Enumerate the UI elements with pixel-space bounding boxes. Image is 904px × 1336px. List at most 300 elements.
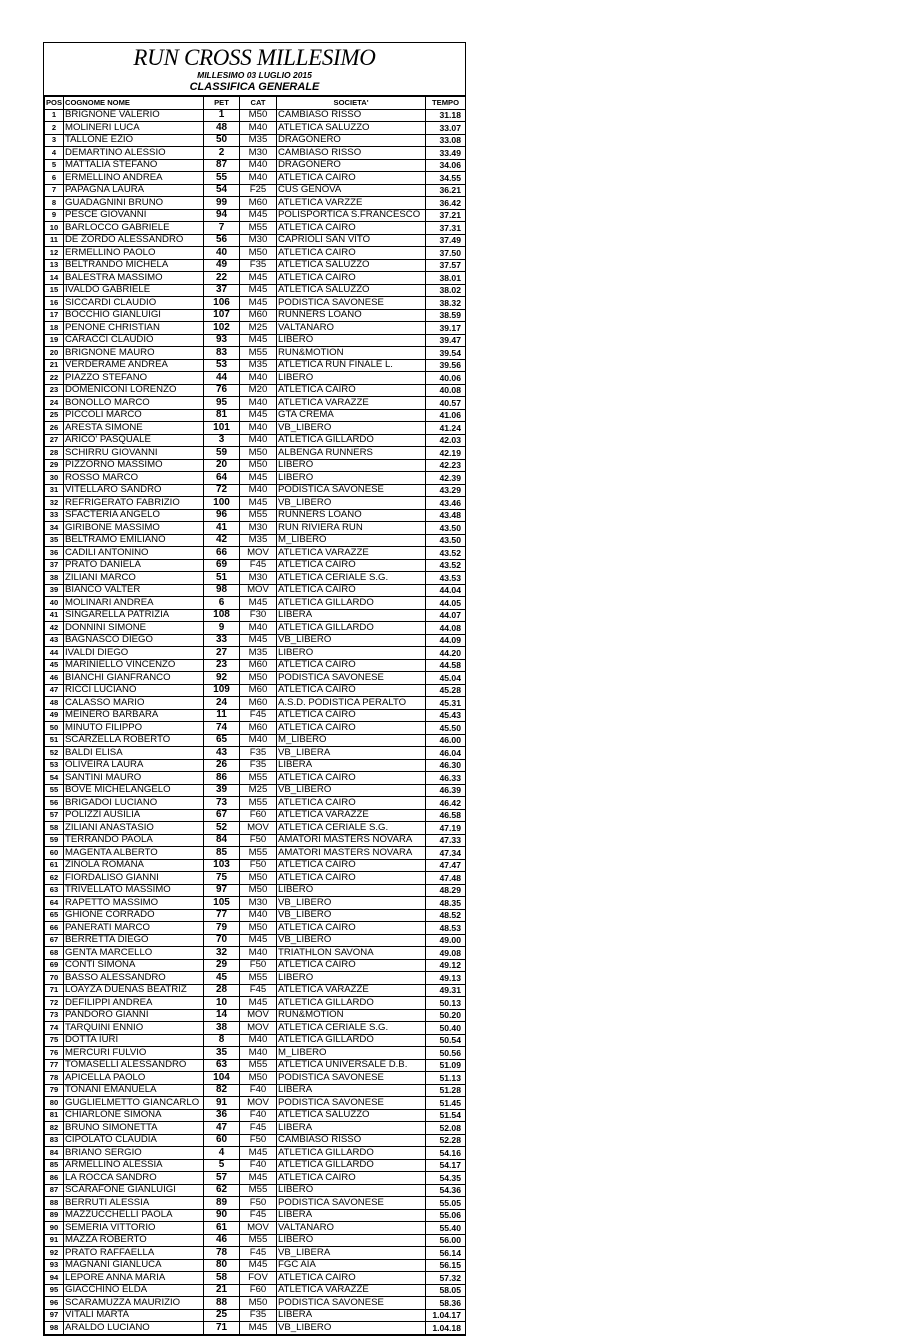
cell-name: TERRANDO PAOLA — [64, 834, 204, 847]
cell-name: BRIGNONE MAURO — [64, 347, 204, 360]
cell-tempo: 54.16 — [426, 1147, 466, 1160]
cell-name: GHIONE CORRADO — [64, 909, 204, 922]
cell-tempo: 55.40 — [426, 1222, 466, 1235]
cell-tempo: 46.30 — [426, 759, 466, 772]
cell-name: MEINERO BARBARA — [64, 709, 204, 722]
cell-tempo: 52.08 — [426, 1122, 466, 1135]
cell-cat: F50 — [240, 1134, 277, 1147]
cell-pos: 32 — [45, 497, 64, 510]
cell-name: DEMARTINO ALESSIO — [64, 147, 204, 160]
cell-name: DOTTA IURI — [64, 1034, 204, 1047]
table-row — [45, 459, 466, 472]
cell-cat: F45 — [240, 1122, 277, 1135]
cell-societa: ATLETICA VARAZZE — [277, 397, 426, 410]
cell-pos: 35 — [45, 534, 64, 547]
cell-cat: M30 — [240, 234, 277, 247]
cell-pet: 66 — [204, 547, 240, 560]
table-row — [45, 422, 466, 435]
cell-pet: 26 — [204, 759, 240, 772]
cell-societa: ATLETICA GILLARDO — [277, 997, 426, 1010]
cell-cat: M40 — [240, 622, 277, 635]
cell-pos: 38 — [45, 572, 64, 585]
cell-name: DE ZORDO ALESSANDRO — [64, 234, 204, 247]
cell-cat: M20 — [240, 384, 277, 397]
title-block — [44, 43, 465, 95]
cell-tempo: 39.17 — [426, 322, 466, 335]
cell-societa: ATLETICA GILLARDO — [277, 434, 426, 447]
cell-name: MATTALIA STEFANO — [64, 159, 204, 172]
cell-tempo: 48.29 — [426, 884, 466, 897]
table-row — [45, 722, 466, 735]
cell-cat: M30 — [240, 522, 277, 535]
cell-pos: 67 — [45, 934, 64, 947]
cell-tempo: 44.04 — [426, 584, 466, 597]
cell-pos: 98 — [45, 1322, 64, 1335]
table-row — [45, 297, 466, 310]
cell-societa: ATLETICA VARAZZE — [277, 547, 426, 560]
table-row — [45, 309, 466, 322]
cell-tempo: 54.35 — [426, 1172, 466, 1185]
cell-societa: LIBERO — [277, 459, 426, 472]
cell-cat: M55 — [240, 1184, 277, 1197]
cell-societa: ATLETICA CAIRO — [277, 959, 426, 972]
cell-name: MARINIELLO VINCENZO — [64, 659, 204, 672]
table-row — [45, 109, 466, 122]
cell-name: BERRETTA DIEGO — [64, 934, 204, 947]
cell-name: PESCE GIOVANNI — [64, 209, 204, 222]
cell-name: BARLOCCO GABRIELE — [64, 222, 204, 235]
cell-pet: 61 — [204, 1222, 240, 1235]
cell-pos: 83 — [45, 1134, 64, 1147]
cell-pet: 42 — [204, 534, 240, 547]
cell-cat: F35 — [240, 759, 277, 772]
cell-pet: 59 — [204, 447, 240, 460]
cell-name: CIPOLATO CLAUDIA — [64, 1134, 204, 1147]
cell-pos: 66 — [45, 922, 64, 935]
cell-tempo: 39.56 — [426, 359, 466, 372]
cell-cat: F50 — [240, 959, 277, 972]
cell-societa: PODISTICA SAVONESE — [277, 484, 426, 497]
cell-cat: M45 — [240, 997, 277, 1010]
cell-societa: PODISTICA SAVONESE — [277, 1297, 426, 1310]
section-title: CLASSIFICA GENERALE — [189, 81, 320, 93]
cell-pet: 3 — [204, 434, 240, 447]
cell-societa: LIBERO — [277, 972, 426, 985]
cell-pos: 49 — [45, 709, 64, 722]
cell-pos: 71 — [45, 984, 64, 997]
cell-cat: F45 — [240, 709, 277, 722]
cell-pos: 84 — [45, 1147, 64, 1160]
cell-tempo: 43.29 — [426, 484, 466, 497]
cell-name: BRIGNONE VALERIO — [64, 109, 204, 122]
col-header-cat: CAT — [240, 96, 277, 109]
cell-pet: 76 — [204, 384, 240, 397]
cell-tempo: 58.36 — [426, 1297, 466, 1310]
cell-cat: M45 — [240, 597, 277, 610]
cell-tempo: 50.56 — [426, 1047, 466, 1060]
cell-cat: F45 — [240, 559, 277, 572]
cell-pos: 43 — [45, 634, 64, 647]
cell-pet: 101 — [204, 422, 240, 435]
cell-societa: LIBERA — [277, 759, 426, 772]
cell-name: ARALDO LUCIANO — [64, 1322, 204, 1335]
cell-pos: 64 — [45, 897, 64, 910]
cell-pet: 79 — [204, 922, 240, 935]
cell-tempo: 39.54 — [426, 347, 466, 360]
cell-pos: 48 — [45, 697, 64, 710]
cell-pos: 56 — [45, 797, 64, 810]
cell-pos: 39 — [45, 584, 64, 597]
cell-tempo: 42.19 — [426, 447, 466, 460]
cell-cat: F25 — [240, 184, 277, 197]
cell-name: BALDI ELISA — [64, 747, 204, 760]
cell-cat: M45 — [240, 334, 277, 347]
cell-pet: 51 — [204, 572, 240, 585]
table-row — [45, 934, 466, 947]
cell-pos: 41 — [45, 609, 64, 622]
table-row — [45, 909, 466, 922]
cell-name: PIAZZO STEFANO — [64, 372, 204, 385]
cell-name: POLIZZI AUSILIA — [64, 809, 204, 822]
cell-tempo: 37.21 — [426, 209, 466, 222]
cell-name: BOCCHIO GIANLUIGI — [64, 309, 204, 322]
cell-pet: 37 — [204, 284, 240, 297]
cell-tempo: 41.06 — [426, 409, 466, 422]
cell-pos: 18 — [45, 322, 64, 335]
cell-pos: 58 — [45, 822, 64, 835]
cell-cat: M50 — [240, 922, 277, 935]
cell-cat: MOV — [240, 1022, 277, 1035]
cell-name: MAZZUCCHELLI PAOLA — [64, 1209, 204, 1222]
cell-tempo: 56.15 — [426, 1259, 466, 1272]
cell-pet: 33 — [204, 634, 240, 647]
cell-name: TONANI EMANUELA — [64, 1084, 204, 1097]
cell-pet: 40 — [204, 247, 240, 260]
cell-cat: M35 — [240, 534, 277, 547]
cell-tempo: 43.50 — [426, 522, 466, 535]
cell-cat: FOV — [240, 1272, 277, 1285]
cell-name: ERMELLINO PAOLO — [64, 247, 204, 260]
cell-societa: ATLETICA SALUZZO — [277, 1109, 426, 1122]
cell-pet: 45 — [204, 972, 240, 985]
table-row — [45, 709, 466, 722]
cell-societa: LIBERO — [277, 472, 426, 485]
cell-tempo: 55.06 — [426, 1209, 466, 1222]
cell-cat: M45 — [240, 1322, 277, 1335]
cell-tempo: 46.00 — [426, 734, 466, 747]
cell-pos: 60 — [45, 847, 64, 860]
cell-pet: 73 — [204, 797, 240, 810]
cell-pet: 28 — [204, 984, 240, 997]
cell-pet: 87 — [204, 159, 240, 172]
cell-societa: LIBERA — [277, 1309, 426, 1322]
cell-pet: 98 — [204, 584, 240, 597]
table-row — [45, 847, 466, 860]
cell-tempo: 48.52 — [426, 909, 466, 922]
cell-pos: 76 — [45, 1047, 64, 1060]
cell-pet: 103 — [204, 859, 240, 872]
cell-name: ROSSO MARCO — [64, 472, 204, 485]
cell-societa: LIBERA — [277, 1209, 426, 1222]
table-row — [45, 872, 466, 885]
cell-cat: M45 — [240, 634, 277, 647]
table-row — [45, 697, 466, 710]
cell-pos: 97 — [45, 1309, 64, 1322]
cell-pos: 95 — [45, 1284, 64, 1297]
cell-cat: M55 — [240, 222, 277, 235]
table-row — [45, 622, 466, 635]
cell-pet: 74 — [204, 722, 240, 735]
cell-pet: 49 — [204, 259, 240, 272]
table-row — [45, 122, 466, 135]
cell-cat: M45 — [240, 472, 277, 485]
cell-pet: 80 — [204, 1259, 240, 1272]
cell-cat: M55 — [240, 772, 277, 785]
cell-pet: 22 — [204, 272, 240, 285]
cell-name: BRUNO SIMONETTA — [64, 1122, 204, 1135]
cell-cat: M55 — [240, 1234, 277, 1247]
cell-cat: M45 — [240, 297, 277, 310]
cell-societa: ATLETICA CAIRO — [277, 872, 426, 885]
table-row — [45, 634, 466, 647]
cell-pos: 50 — [45, 722, 64, 735]
cell-societa: GTA CREMA — [277, 409, 426, 422]
cell-pet: 104 — [204, 1072, 240, 1085]
cell-name: MOLINARI ANDREA — [64, 597, 204, 610]
cell-name: OLIVEIRA LAURA — [64, 759, 204, 772]
cell-societa: ATLETICA RUN FINALE L. — [277, 359, 426, 372]
cell-pos: 15 — [45, 284, 64, 297]
cell-cat: M55 — [240, 797, 277, 810]
cell-pos: 36 — [45, 547, 64, 560]
cell-pet: 75 — [204, 872, 240, 885]
cell-cat: M30 — [240, 572, 277, 585]
cell-tempo: 38.32 — [426, 297, 466, 310]
cell-societa: TRIATHLON SAVONA — [277, 947, 426, 960]
table-row — [45, 497, 466, 510]
cell-cat: M35 — [240, 134, 277, 147]
cell-societa: ATLETICA GILLARDO — [277, 597, 426, 610]
cell-name: MAGENTA ALBERTO — [64, 847, 204, 860]
cell-pet: 71 — [204, 1322, 240, 1335]
cell-societa: LIBERO — [277, 647, 426, 660]
cell-name: BELTRANDO MICHELA — [64, 259, 204, 272]
cell-societa: RUN&MOTION — [277, 1009, 426, 1022]
cell-pet: 7 — [204, 222, 240, 235]
cell-pet: 27 — [204, 647, 240, 660]
cell-pos: 62 — [45, 872, 64, 885]
table-row — [45, 347, 466, 360]
cell-societa: ATLETICA CAIRO — [277, 172, 426, 185]
cell-cat: F35 — [240, 747, 277, 760]
cell-societa: CAMBIASO RISSO — [277, 109, 426, 122]
cell-pos: 81 — [45, 1109, 64, 1122]
cell-pos: 88 — [45, 1197, 64, 1210]
cell-tempo: 37.49 — [426, 234, 466, 247]
cell-name: LA ROCCA SANDRO — [64, 1172, 204, 1185]
cell-pos: 33 — [45, 509, 64, 522]
cell-pos: 69 — [45, 959, 64, 972]
table-row — [45, 584, 466, 597]
cell-cat: F40 — [240, 1109, 277, 1122]
cell-cat: M40 — [240, 372, 277, 385]
cell-societa: POLISPORTICA S.FRANCESCO — [277, 209, 426, 222]
cell-pet: 38 — [204, 1022, 240, 1035]
cell-tempo: 46.42 — [426, 797, 466, 810]
cell-societa: CAMBIASO RISSO — [277, 147, 426, 160]
cell-cat: M50 — [240, 672, 277, 685]
cell-pet: 92 — [204, 672, 240, 685]
cell-tempo: 55.05 — [426, 1197, 466, 1210]
cell-cat: F30 — [240, 609, 277, 622]
table-row — [45, 772, 466, 785]
results-sheet — [43, 42, 466, 1336]
cell-societa: CAPRIOLI SAN VITO — [277, 234, 426, 247]
cell-pos: 17 — [45, 309, 64, 322]
cell-pos: 9 — [45, 209, 64, 222]
cell-tempo: 45.04 — [426, 672, 466, 685]
cell-name: GENTA MARCELLO — [64, 947, 204, 960]
cell-pos: 40 — [45, 597, 64, 610]
cell-pos: 31 — [45, 484, 64, 497]
cell-societa: LIBERO — [277, 884, 426, 897]
table-row — [45, 822, 466, 835]
cell-societa: RUN RIVIERA RUN — [277, 522, 426, 535]
cell-pet: 11 — [204, 709, 240, 722]
cell-tempo: 56.00 — [426, 1234, 466, 1247]
cell-pet: 91 — [204, 1097, 240, 1110]
cell-cat: M45 — [240, 272, 277, 285]
cell-pos: 25 — [45, 409, 64, 422]
race-title: RUN CROSS MILLESIMO — [133, 45, 376, 70]
cell-tempo: 49.08 — [426, 947, 466, 960]
cell-tempo: 44.08 — [426, 622, 466, 635]
cell-cat: M40 — [240, 159, 277, 172]
cell-pos: 78 — [45, 1072, 64, 1085]
cell-cat: F40 — [240, 1159, 277, 1172]
table-row — [45, 1084, 466, 1097]
cell-name: SEMERIA VITTORIO — [64, 1222, 204, 1235]
cell-tempo: 56.14 — [426, 1247, 466, 1260]
cell-pos: 75 — [45, 1034, 64, 1047]
cell-name: PICCOLI MARCO — [64, 409, 204, 422]
table-row — [45, 372, 466, 385]
table-row — [45, 797, 466, 810]
cell-pet: 9 — [204, 622, 240, 635]
cell-pos: 47 — [45, 684, 64, 697]
cell-tempo: 49.31 — [426, 984, 466, 997]
cell-tempo: 50.13 — [426, 997, 466, 1010]
cell-societa: ATLETICA CAIRO — [277, 272, 426, 285]
cell-societa: ATLETICA CAIRO — [277, 797, 426, 810]
table-row — [45, 1234, 466, 1247]
col-header-pet: PET — [204, 96, 240, 109]
table-row — [45, 547, 466, 560]
table-row — [45, 334, 466, 347]
cell-pet: 14 — [204, 1009, 240, 1022]
cell-pet: 94 — [204, 209, 240, 222]
table-row — [45, 434, 466, 447]
cell-societa: VALTANARO — [277, 1222, 426, 1235]
cell-societa: A.S.D. PODISTICA PERALTO — [277, 697, 426, 710]
cell-cat: F45 — [240, 1209, 277, 1222]
cell-name: BELTRAMO EMILIANO — [64, 534, 204, 547]
cell-name: ARICO' PASQUALE — [64, 434, 204, 447]
cell-pos: 73 — [45, 1009, 64, 1022]
table-row — [45, 559, 466, 572]
col-header-pos: POS — [45, 96, 64, 109]
cell-pet: 107 — [204, 309, 240, 322]
cell-cat: M40 — [240, 397, 277, 410]
cell-pet: 53 — [204, 359, 240, 372]
cell-pet: 8 — [204, 1034, 240, 1047]
cell-pos: 19 — [45, 334, 64, 347]
cell-societa: ATLETICA CERIALE S.G. — [277, 1022, 426, 1035]
cell-name: PAPAGNA LAURA — [64, 184, 204, 197]
cell-pet: 44 — [204, 372, 240, 385]
cell-name: RICCI LUCIANO — [64, 684, 204, 697]
cell-name: CARACCI CLAUDIO — [64, 334, 204, 347]
cell-pos: 5 — [45, 159, 64, 172]
cell-tempo: 54.17 — [426, 1159, 466, 1172]
cell-pet: 64 — [204, 472, 240, 485]
cell-cat: M60 — [240, 659, 277, 672]
cell-pos: 46 — [45, 672, 64, 685]
cell-pet: 48 — [204, 122, 240, 135]
cell-societa: VALTANARO — [277, 322, 426, 335]
cell-cat: F50 — [240, 859, 277, 872]
cell-cat: F45 — [240, 1247, 277, 1260]
cell-pos: 26 — [45, 422, 64, 435]
cell-tempo: 51.45 — [426, 1097, 466, 1110]
cell-pet: 5 — [204, 1159, 240, 1172]
cell-pet: 93 — [204, 334, 240, 347]
cell-name: CHIARLONE SIMONA — [64, 1109, 204, 1122]
cell-tempo: 33.08 — [426, 134, 466, 147]
cell-tempo: 54.36 — [426, 1184, 466, 1197]
cell-pos: 89 — [45, 1209, 64, 1222]
table-row — [45, 1059, 466, 1072]
cell-name: SCARAMUZZA MAURIZIO — [64, 1297, 204, 1310]
cell-name: TARQUINI ENNIO — [64, 1022, 204, 1035]
table-row — [45, 147, 466, 160]
cell-tempo: 38.59 — [426, 309, 466, 322]
cell-name: VERDERAME ANDREA — [64, 359, 204, 372]
cell-pos: 14 — [45, 272, 64, 285]
cell-tempo: 39.47 — [426, 334, 466, 347]
cell-societa: ATLETICA CAIRO — [277, 859, 426, 872]
cell-pet: 6 — [204, 597, 240, 610]
cell-name: SFACTERIA ANGELO — [64, 509, 204, 522]
cell-tempo: 52.28 — [426, 1134, 466, 1147]
cell-cat: M50 — [240, 1297, 277, 1310]
cell-societa: ATLETICA CAIRO — [277, 922, 426, 935]
table-row — [45, 322, 466, 335]
table-row — [45, 172, 466, 185]
cell-name: BALESTRA MASSIMO — [64, 272, 204, 285]
cell-name: GIRIBONE MASSIMO — [64, 522, 204, 535]
table-row — [45, 1284, 466, 1297]
cell-tempo: 43.53 — [426, 572, 466, 585]
cell-name: ARESTA SIMONE — [64, 422, 204, 435]
cell-tempo: 51.54 — [426, 1109, 466, 1122]
cell-cat: M55 — [240, 847, 277, 860]
cell-societa: ATLETICA SALUZZO — [277, 284, 426, 297]
cell-pet: 72 — [204, 484, 240, 497]
cell-tempo: 48.35 — [426, 897, 466, 910]
cell-tempo: 46.39 — [426, 784, 466, 797]
cell-pet: 88 — [204, 1297, 240, 1310]
